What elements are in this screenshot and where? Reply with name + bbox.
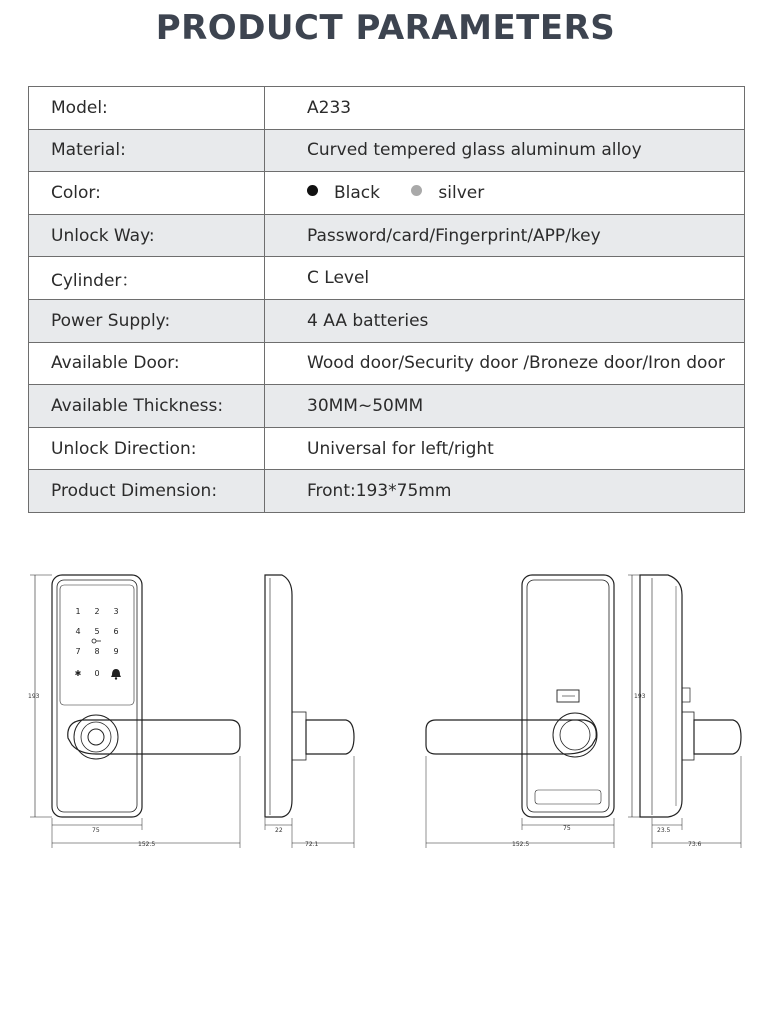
front-view-drawing <box>30 575 240 848</box>
param-label: Unlock Direction: <box>29 427 265 470</box>
param-label: Unlock Way: <box>29 214 265 257</box>
front-height-dimension: 193 <box>28 693 40 700</box>
keypad-key: 6 <box>113 627 119 636</box>
param-label: Product Dimension: <box>29 470 265 513</box>
param-value: A233 <box>265 87 745 130</box>
color-option-silver <box>411 183 484 203</box>
param-label: Model: <box>29 87 265 130</box>
param-label: Available Thickness: <box>29 385 265 428</box>
right-plate-dimension: 23.5 <box>657 827 671 834</box>
param-label: Power Supply: <box>29 299 265 342</box>
keypad-key: 1 <box>75 607 81 616</box>
table-row <box>29 470 745 513</box>
param-label: Cylinder： <box>29 257 265 300</box>
param-value: Wood door/Security door /Broneze door/Iron door <box>265 342 745 385</box>
keypad-key: 0 <box>94 669 100 678</box>
keypad-key: 7 <box>75 647 81 656</box>
table-row <box>29 342 745 385</box>
keypad-key: 3 <box>113 607 119 616</box>
param-value: C Level <box>265 257 745 300</box>
color-option-black <box>307 183 385 203</box>
left-plate-dimension: 22 <box>275 827 283 834</box>
param-value: Curved tempered glass aluminum alloy <box>265 129 745 172</box>
param-value: 4 AA batteries <box>265 299 745 342</box>
param-label: Material: <box>29 129 265 172</box>
table-row <box>29 299 745 342</box>
table-row <box>29 129 745 172</box>
param-value: Front:193*75mm <box>265 470 745 513</box>
param-value: Password/card/Fingerprint/APP/key <box>265 214 745 257</box>
keypad-key: 8 <box>94 647 100 656</box>
param-value: 30MM~50MM <box>265 385 745 428</box>
keypad-key: 4 <box>75 627 81 636</box>
color-name: silver <box>438 182 485 203</box>
color-options <box>265 172 745 215</box>
page-title: PRODUCT PARAMETERS <box>155 8 616 48</box>
right-depth-dimension: 73.6 <box>688 841 702 848</box>
keypad-key: 5 <box>94 627 100 636</box>
keypad <box>75 607 119 678</box>
technical-drawings <box>0 560 771 860</box>
keypad-key: 2 <box>94 607 100 616</box>
table-row <box>29 257 745 300</box>
front-total-dimension: 152.5 <box>138 841 156 848</box>
left-side-view-drawing <box>265 575 354 848</box>
color-name: Black <box>334 182 380 203</box>
right-side-view-drawing <box>628 575 741 848</box>
table-row <box>29 214 745 257</box>
keypad-key: 9 <box>113 647 119 656</box>
param-value: Universal for left/right <box>265 427 745 470</box>
back-width-dimension: 75 <box>563 825 571 832</box>
param-label: Color: <box>29 172 265 215</box>
key-icon <box>92 639 101 643</box>
silver-swatch-icon <box>411 185 422 196</box>
table-row <box>29 172 745 215</box>
left-depth-dimension: 72.1 <box>305 841 319 848</box>
front-width-dimension: 75 <box>92 827 100 834</box>
param-label: Available Door: <box>29 342 265 385</box>
keypad-key: ✱ <box>74 669 82 678</box>
parameters-table <box>28 86 745 513</box>
bell-icon <box>111 669 121 680</box>
right-height-dimension: 193 <box>634 693 646 700</box>
back-total-dimension: 152.5 <box>512 841 530 848</box>
table-row <box>29 87 745 130</box>
table-row <box>29 427 745 470</box>
back-view-drawing <box>426 575 614 848</box>
black-swatch-icon <box>307 185 318 196</box>
table-row <box>29 385 745 428</box>
